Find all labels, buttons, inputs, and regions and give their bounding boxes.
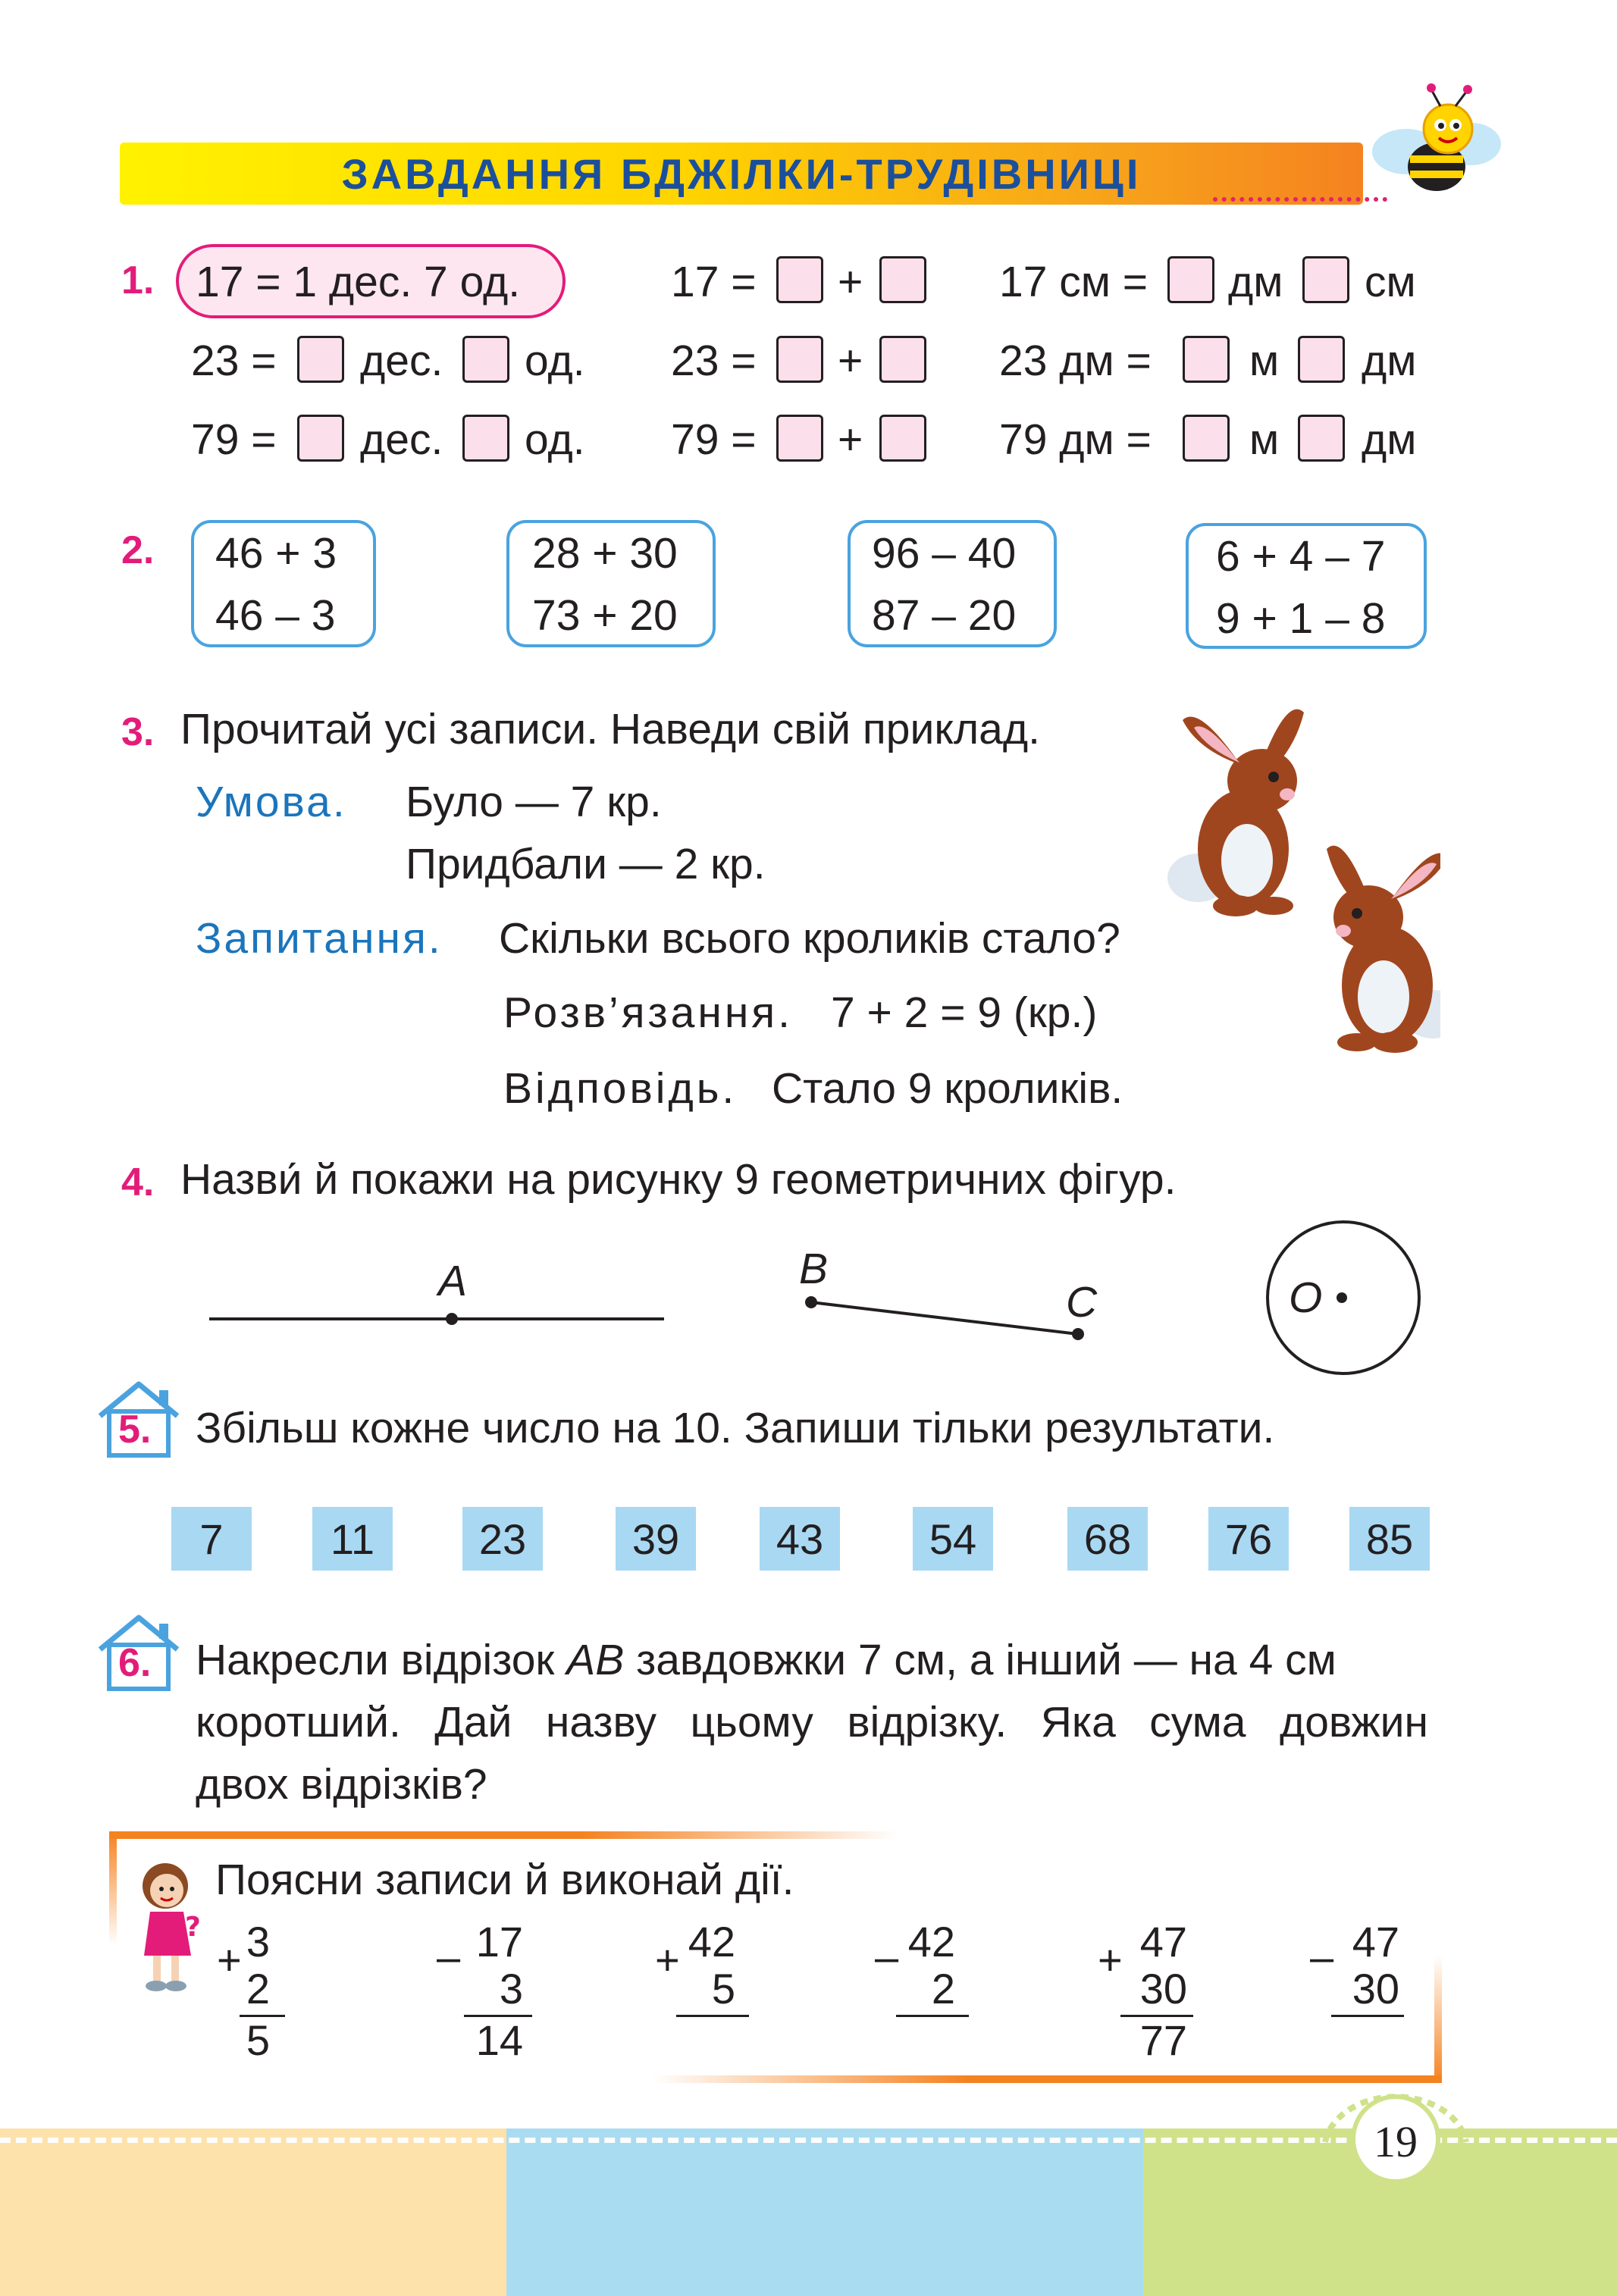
point-o-label: O bbox=[1289, 1273, 1323, 1322]
number-cell: 11 bbox=[312, 1507, 393, 1571]
op-sign: + bbox=[217, 1936, 242, 1984]
task1-right-1-u2: см bbox=[1365, 258, 1416, 306]
footer-band-orange bbox=[0, 2128, 506, 2296]
op-result: 5 bbox=[246, 2016, 270, 2064]
op-a: 47 bbox=[1139, 1918, 1187, 1966]
header-title: ЗАВДАННЯ БДЖІЛКИ-ТРУДІВНИЦІ bbox=[341, 150, 1142, 198]
task1-row3-dec: дес. bbox=[360, 415, 443, 464]
op-sign: + bbox=[1098, 1936, 1123, 1984]
expression: 9 + 1 – 8 bbox=[1216, 594, 1386, 643]
answer-box[interactable] bbox=[1183, 415, 1230, 462]
answer-box[interactable] bbox=[1298, 415, 1345, 462]
answer-label: Відповідь. bbox=[503, 1064, 738, 1113]
column-operation bbox=[875, 1918, 981, 2069]
condition-line-1: Було — 7 кр. bbox=[406, 778, 662, 826]
task6-number: 6. bbox=[118, 1641, 152, 1685]
number-cell: 54 bbox=[913, 1507, 993, 1571]
condition-line-2: Придбали — 2 кр. bbox=[406, 840, 766, 888]
column-operation bbox=[437, 1918, 543, 2069]
op-b: 2 bbox=[931, 1965, 955, 2013]
footer-band-blue bbox=[506, 2128, 1143, 2296]
column-operation bbox=[217, 1918, 300, 2069]
op-b: 3 bbox=[499, 1965, 523, 2013]
task1-row3-lead: 79 = bbox=[191, 415, 277, 464]
number-cell: 85 bbox=[1349, 1507, 1430, 1571]
expression: 73 + 20 bbox=[532, 591, 678, 640]
answer-box[interactable] bbox=[776, 415, 823, 462]
point-a-label: A bbox=[438, 1257, 468, 1305]
answer-box[interactable] bbox=[879, 415, 926, 462]
task2-number: 2. bbox=[121, 528, 155, 572]
task6-segment-ab: AB bbox=[566, 1636, 625, 1684]
point-c-label: C bbox=[1066, 1278, 1098, 1327]
task4-text: Назви́ й покажи на рисунку 9 геометричних фігур. bbox=[180, 1155, 1177, 1204]
op-line bbox=[676, 2015, 749, 2017]
task3-number: 3. bbox=[121, 710, 155, 754]
task6-line-1-post: завдовжки 7 см, а інший — на 4 см bbox=[624, 1636, 1337, 1684]
answer-box[interactable] bbox=[879, 336, 926, 383]
girl-illustration bbox=[127, 1857, 211, 2001]
number-cell: 76 bbox=[1208, 1507, 1289, 1571]
task1-right-2-lead: 23 дм = bbox=[999, 337, 1152, 385]
plus-sign: + bbox=[838, 258, 863, 306]
number-cell: 39 bbox=[616, 1507, 696, 1571]
op-result: 77 bbox=[1139, 2016, 1187, 2064]
answer-box[interactable] bbox=[297, 415, 344, 462]
task1-row2-dec: дес. bbox=[360, 337, 443, 385]
task5-number: 5. bbox=[118, 1408, 152, 1452]
geometry-figures bbox=[205, 1213, 1433, 1387]
answer-box[interactable] bbox=[297, 336, 344, 383]
task4-number: 4. bbox=[121, 1161, 155, 1204]
op-b: 2 bbox=[246, 1965, 270, 2013]
answer-box[interactable] bbox=[879, 256, 926, 303]
number-cell: 68 bbox=[1067, 1507, 1148, 1571]
op-line bbox=[896, 2015, 969, 2017]
question-label: Запитання. bbox=[196, 914, 443, 963]
answer-box[interactable] bbox=[776, 336, 823, 383]
op-a: 47 bbox=[1352, 1918, 1399, 1966]
answer-box[interactable] bbox=[776, 256, 823, 303]
column-operation bbox=[655, 1918, 761, 2069]
expression: 46 – 3 bbox=[215, 591, 336, 640]
task6-line-1 bbox=[196, 1636, 1337, 1684]
op-sign: + bbox=[655, 1936, 680, 1984]
expression: 6 + 4 – 7 bbox=[1216, 532, 1386, 581]
task6-line-3: двох відрізків? bbox=[196, 1760, 487, 1809]
condition-label: Умова. bbox=[196, 778, 347, 826]
op-sign: – bbox=[875, 1933, 899, 1981]
task1-example: 17 = 1 дес. 7 од. bbox=[196, 258, 521, 306]
task3-text: Прочитай усі записи. Наведи свій приклад. bbox=[180, 705, 1040, 753]
plus-sign: + bbox=[838, 415, 863, 464]
answer-box[interactable] bbox=[1167, 256, 1214, 303]
point-b-label: B bbox=[799, 1245, 829, 1293]
explain-box-left-border bbox=[109, 1831, 117, 1945]
task1-row3-od: од. bbox=[525, 415, 585, 464]
number-cell: 43 bbox=[760, 1507, 840, 1571]
svg-text:?: ? bbox=[185, 1912, 201, 1943]
answer-box[interactable] bbox=[1298, 336, 1345, 383]
answer-text: Стало 9 кроликів. bbox=[772, 1064, 1123, 1113]
column-operation bbox=[1098, 1918, 1204, 2069]
bee-illustration bbox=[1365, 76, 1509, 220]
task1-mid-3: 79 = bbox=[671, 415, 757, 464]
task1-right-2-u1: м bbox=[1249, 337, 1280, 385]
task1-right-2-u2: дм bbox=[1362, 337, 1417, 385]
op-b: 30 bbox=[1139, 1965, 1187, 2013]
task1-mid-1: 17 = bbox=[671, 258, 757, 306]
op-a: 42 bbox=[907, 1918, 955, 1966]
rabbits-illustration bbox=[1152, 705, 1440, 1069]
question-text: Скільки всього кроликів стало? bbox=[499, 914, 1120, 963]
task1-right-3-lead: 79 дм = bbox=[999, 415, 1152, 464]
answer-box[interactable] bbox=[1183, 336, 1230, 383]
task5-text: Збільш кожне число на 10. Запиши тільки результати. bbox=[196, 1404, 1275, 1452]
op-sign: – bbox=[1310, 1933, 1334, 1981]
task1-row2-od: од. bbox=[525, 337, 585, 385]
op-a: 3 bbox=[246, 1918, 270, 1966]
solution-text: 7 + 2 = 9 (кр.) bbox=[831, 988, 1098, 1037]
expression: 28 + 30 bbox=[532, 529, 678, 578]
answer-box[interactable] bbox=[462, 415, 509, 462]
task6-line-2: коротший. Дай назву цьому відрізку. Яка сума довжин bbox=[196, 1698, 1428, 1746]
expression: 96 – 40 bbox=[872, 529, 1017, 578]
expression: 87 – 20 bbox=[872, 591, 1017, 640]
explain-box-right-border bbox=[1434, 1956, 1442, 2083]
number-cell: 23 bbox=[462, 1507, 543, 1571]
answer-box[interactable] bbox=[1302, 256, 1349, 303]
expression: 46 + 3 bbox=[215, 529, 337, 578]
op-a: 42 bbox=[688, 1918, 735, 1966]
op-line bbox=[1331, 2015, 1404, 2017]
page-number: 19 bbox=[1374, 2117, 1418, 2166]
task1-number: 1. bbox=[121, 258, 155, 302]
task1-right-3-u1: м bbox=[1249, 415, 1280, 464]
column-operation bbox=[1310, 1918, 1416, 2069]
op-b: 30 bbox=[1352, 1965, 1399, 2013]
number-cell: 7 bbox=[171, 1507, 252, 1571]
answer-box[interactable] bbox=[462, 336, 509, 383]
task1-right-1-u1: дм bbox=[1228, 258, 1283, 306]
op-b: 5 bbox=[711, 1965, 735, 2013]
plus-sign: + bbox=[838, 337, 863, 385]
task1-mid-2: 23 = bbox=[671, 337, 757, 385]
task1-right-1-lead: 17 см = bbox=[999, 258, 1149, 306]
explain-text: Поясни записи й виконай дії. bbox=[215, 1856, 794, 1904]
op-result: 14 bbox=[475, 2016, 523, 2064]
task1-right-3-u2: дм bbox=[1362, 415, 1417, 464]
solution-label: Розв’язання. bbox=[503, 988, 794, 1037]
op-sign: – bbox=[437, 1933, 461, 1981]
explain-box-top-border bbox=[109, 1831, 898, 1839]
op-a: 17 bbox=[475, 1918, 523, 1966]
task1-row2-lead: 23 = bbox=[191, 337, 277, 385]
task6-line-1-pre: Накресли відрізок bbox=[196, 1636, 567, 1684]
